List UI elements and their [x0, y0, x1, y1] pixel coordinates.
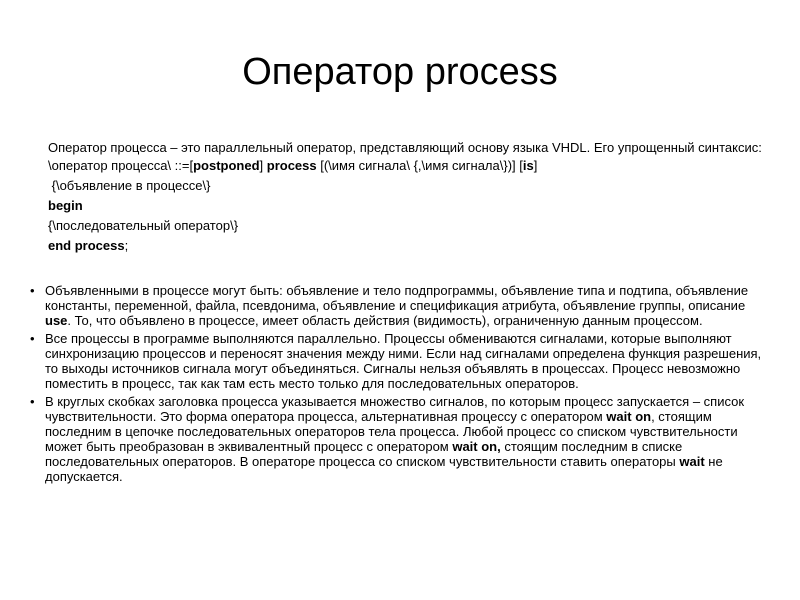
- bullet-text: стоящим последним в списке последовательных операторов. В операторе процесса со списком чувствительности ставить операторы: [45, 439, 683, 469]
- syntax-text: \оператор процесса\ ::=[: [48, 158, 194, 173]
- syntax-declarations-line: {\объявление в процессе\}: [48, 178, 211, 193]
- bullet-icon: •: [30, 283, 35, 298]
- keyword-use: use: [45, 313, 68, 328]
- bullet-list: [30, 283, 770, 487]
- bullet-text: Объявленными в процессе могут быть: объявление и тело подпрограммы, объявление типа и подтипа, объявление константы, переменной, файла, псевдонима, объявление и спецификация атрибута, объявление группы, описание: [45, 283, 749, 313]
- syntax-end-line: [48, 238, 768, 254]
- syntax-text: ]: [259, 158, 267, 173]
- bullet-text: , стоящим последним в цепочке последовательных операторов тела процесса. Любой процесс со списком чувствительности может быть преобразован в эквивалентный процесс с оператором: [45, 409, 738, 454]
- bullet-item-sensitivity: [30, 394, 770, 484]
- keyword-begin: begin: [48, 198, 83, 213]
- keyword-process: process: [266, 158, 317, 173]
- bullet-text: В круглых скобках заголовка процесса указывается множество сигналов, по которым процесс запускается – список чувствительности. Это форма оператора процесса, альтернативная процессу с оператором: [45, 394, 745, 424]
- syntax-text: [(\имя сигнала\ {,\имя сигнала\})] [: [316, 158, 523, 173]
- syntax-statements-line: {\последовательный оператор\}: [48, 218, 239, 233]
- keyword-wait-on: wait on: [606, 409, 652, 424]
- bullet-text: Все процессы в программе выполняются параллельно. Процессы обмениваются сигналами, которые выполняют синхронизацию процессов и переносят значения между ними. Если над сигналами определена функция разрешения, то выходы источников сигнала могут объединяться. Сигналы нельзя объявлять в процессах. Процесс невозможно поместить в процесс, так как там есть место только для последовательных операторов.: [45, 331, 762, 391]
- syntax-declaration-line: [48, 158, 768, 174]
- bullet-text: . То, что объявлено в процессе, имеет область действия (видимость), ограниченную данным процессом.: [67, 313, 703, 328]
- bullet-icon: •: [30, 331, 35, 346]
- keyword-end-process: end process: [48, 238, 125, 253]
- bullet-item-parallel: [30, 331, 770, 391]
- slide-title: Оператор process: [242, 51, 558, 93]
- syntax-intro: Оператор процесса – это параллельный оператор, представляющий основу языка VHDL. Его упрощенный синтаксис:: [48, 140, 762, 155]
- bullet-text: не допускается.: [45, 454, 723, 484]
- keyword-wait-on: wait on,: [452, 439, 501, 454]
- keyword-is: is: [522, 158, 534, 173]
- bullet-icon: •: [30, 394, 35, 409]
- bullet-item-declarations: [30, 283, 770, 328]
- syntax-text: ]: [533, 158, 538, 173]
- keyword-wait: wait: [679, 454, 705, 469]
- syntax-block: [48, 140, 768, 258]
- syntax-text: ;: [124, 238, 129, 253]
- keyword-postponed: postponed: [193, 158, 260, 173]
